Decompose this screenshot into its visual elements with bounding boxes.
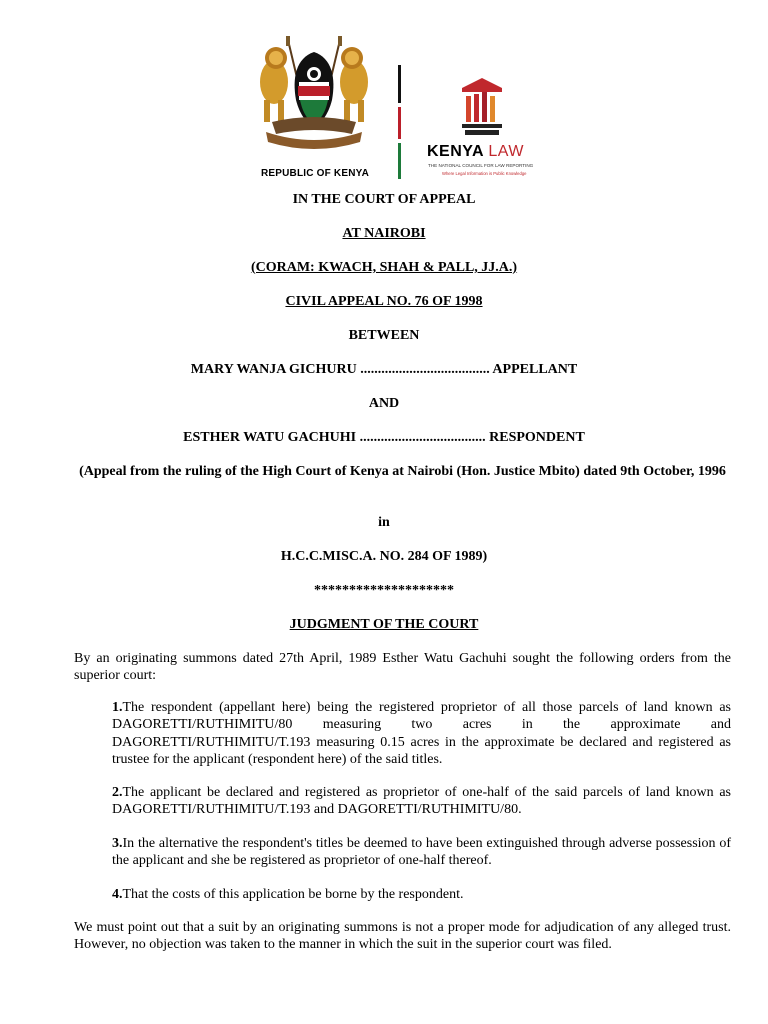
appeal-number-text: CIVIL APPEAL NO. 76 OF 1998 — [285, 294, 483, 309]
hcc-reference: H.C.C.MISC.A. NO. 284 OF 1989) — [280, 549, 488, 564]
between-label: BETWEEN — [348, 328, 420, 343]
coram — [60, 259, 708, 277]
order-text: The respondent (appellant here) being the registered proprietor of all those parcels of land known as DAGORETTI/RUTHIMITU/80 measuring two acres in the approximate and DAGORETTI/RUTHIMITU/T.193 measuring 0.15 acres in the approximate be declared and registered as trustee for the applicant (respondent here) of the said titles. — [112, 700, 731, 768]
coram-text: (CORAM: KWACH, SHAH & PALL, JJ.A.) — [250, 260, 518, 275]
kenya-law-title — [427, 143, 567, 161]
order-number: 1. — [112, 700, 123, 715]
order-text: In the alternative the respondent's titles be deemed to have been extinguished through adverse possession of the applicant and she be registered as proprietor of one-half thereof. — [112, 836, 731, 869]
court-location-text: AT NAIROBI — [342, 226, 426, 241]
respondent-line: ESTHER WATU GACHUHI .................................... RESPONDENT — [183, 430, 585, 445]
document-header — [0, 30, 768, 179]
and-label: AND — [368, 396, 400, 411]
closing-paragraph: We must point out that a suit by an originating summons is not a proper mode for adjudication of any alleged trust. However, no objection was taken to the manner in which the suit in the superior court was filed. — [74, 920, 731, 953]
kenya-law-subtitle: THE NATIONAL COUNCIL FOR LAW REPORTING — [428, 163, 534, 168]
coat-of-arms-caption: REPUBLIC OF KENYA — [260, 168, 370, 179]
kenya-law-tagline: Where Legal Information is Public Knowledge — [442, 171, 527, 176]
flag-divider-bar — [398, 65, 401, 179]
order-number: 3. — [112, 836, 123, 851]
order-text: That the costs of this application be borne by the respondent. — [122, 887, 464, 902]
court-location — [60, 225, 708, 243]
judgment-heading-text: JUDGMENT OF THE COURT — [289, 617, 479, 632]
order-item — [112, 886, 731, 903]
order-number: 2. — [112, 785, 123, 800]
order-item — [112, 699, 731, 769]
appeal-from: (Appeal from the ruling of the High Court of Kenya at Nairobi (Hon. Justice Mbito) dated 9th October, 1996 — [79, 464, 726, 479]
kenya-coat-of-arms-icon — [252, 34, 376, 154]
in-label: in — [378, 515, 390, 530]
order-item — [112, 835, 731, 870]
kenya-law-title-accent: LAW — [488, 143, 524, 160]
appeal-number — [60, 293, 708, 311]
court-heading: IN THE COURT OF APPEAL — [292, 192, 476, 207]
intro-paragraph: By an originating summons dated 27th April, 1989 Esther Watu Gachuhi sought the following orders from the superior court: — [74, 651, 731, 684]
appellant-line: MARY WANJA GICHURU ..................................... APPELLANT — [190, 362, 578, 377]
order-item — [112, 784, 731, 819]
kenya-law-logo-icon — [462, 78, 502, 136]
order-number: 4. — [112, 887, 123, 902]
kenya-law-title-main: KENYA — [427, 143, 484, 160]
judgment-heading — [60, 616, 708, 634]
separator-line: ******************** — [314, 583, 454, 598]
order-text: The applicant be declared and registered as proprietor of one-half of the said parcels of land known as DAGORETTI/RUTHIMITU/T.193 and DAGORETTI/RUTHIMITU/80. — [112, 785, 731, 818]
